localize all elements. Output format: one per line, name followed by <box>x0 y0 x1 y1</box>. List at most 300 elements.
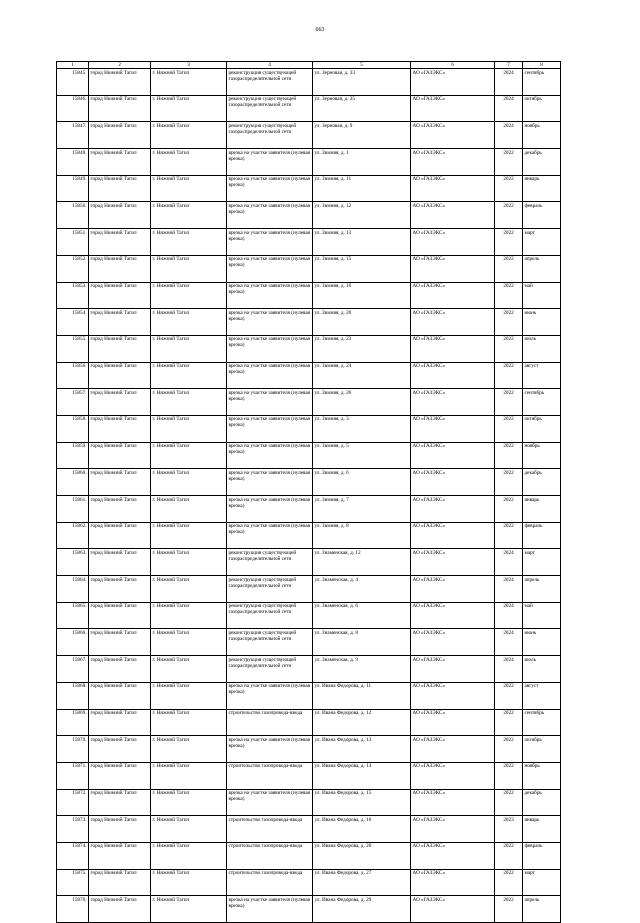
organization-cell: АО «ГАЗЭКС» <box>411 202 495 229</box>
row-number-cell: 15871. <box>57 762 89 789</box>
year-cell: 2022 <box>495 762 523 789</box>
address-cell: ул. Зимняя, д. 23 <box>313 335 411 362</box>
row-number-cell: 15873. <box>57 816 89 843</box>
municipality-cell: город Нижний Тагил <box>89 816 151 843</box>
work-type-cell: реконструкция существующей газораспределительной сети <box>227 629 313 656</box>
row-number-cell: 15859. <box>57 442 89 469</box>
year-cell: 2024 <box>495 122 523 149</box>
month-cell: октябрь <box>523 415 561 442</box>
row-number-cell: 15862. <box>57 522 89 549</box>
year-cell: 2024 <box>495 629 523 656</box>
work-type-cell: реконструкция существующей газораспределительной сети <box>227 549 313 576</box>
year-cell: 2022 <box>495 149 523 176</box>
municipality-cell: город Нижний Тагил <box>89 122 151 149</box>
municipality-cell: город Нижний Тагил <box>89 95 151 122</box>
month-cell: январь <box>523 175 561 202</box>
table-row <box>57 576 561 603</box>
year-cell: 2022 <box>495 522 523 549</box>
address-cell: ул. Знаменская, д. 8 <box>313 629 411 656</box>
settlement-cell: г. Нижний Тагил <box>151 255 227 282</box>
organization-cell: АО «ГАЗЭКС» <box>411 602 495 629</box>
year-cell: 2022 <box>495 309 523 336</box>
settlement-cell: г. Нижний Тагил <box>151 229 227 256</box>
month-cell: август <box>523 682 561 709</box>
column-header: 5 <box>313 62 411 69</box>
municipality-cell: город Нижний Тагил <box>89 896 151 923</box>
month-cell: сентябрь <box>523 389 561 416</box>
row-number-cell: 15855. <box>57 335 89 362</box>
settlement-cell: г. Нижний Тагил <box>151 762 227 789</box>
organization-cell: АО «ГАЗЭКС» <box>411 682 495 709</box>
work-type-cell: врезка на участке заявителя (нулевая врезка) <box>227 896 313 923</box>
address-cell: ул. Зерновая, д. 9 <box>313 122 411 149</box>
address-cell: ул. Зимняя, д. 20 <box>313 309 411 336</box>
work-type-cell: врезка на участке заявителя (нулевая врезка) <box>227 309 313 336</box>
address-cell: ул. Зимняя, д. 13 <box>313 229 411 256</box>
work-type-cell: врезка на участке заявителя (нулевая врезка) <box>227 469 313 496</box>
municipality-cell: город Нижний Тагил <box>89 69 151 96</box>
month-cell: февраль <box>523 522 561 549</box>
table-row <box>57 282 561 309</box>
work-type-cell: строительство газопровода-ввода <box>227 869 313 896</box>
work-type-cell: врезка на участке заявителя (нулевая врезка) <box>227 789 313 816</box>
year-cell: 2022 <box>495 389 523 416</box>
address-cell: ул. Зимняя, д. 15 <box>313 255 411 282</box>
municipality-cell: город Нижний Тагил <box>89 496 151 523</box>
month-cell: май <box>523 602 561 629</box>
column-header: 7 <box>495 62 523 69</box>
year-cell: 2022 <box>495 255 523 282</box>
row-number-cell: 15875. <box>57 869 89 896</box>
table-row <box>57 869 561 896</box>
table-row <box>57 95 561 122</box>
row-number-cell: 15846. <box>57 95 89 122</box>
organization-cell: АО «ГАЗЭКС» <box>411 389 495 416</box>
organization-cell: АО «ГАЗЭКС» <box>411 869 495 896</box>
table-row <box>57 442 561 469</box>
organization-cell: АО «ГАЗЭКС» <box>411 95 495 122</box>
work-type-cell: строительство газопровода-ввода <box>227 762 313 789</box>
row-number-cell: 15866. <box>57 629 89 656</box>
month-cell: ноябрь <box>523 762 561 789</box>
work-type-cell: врезка на участке заявителя (нулевая врезка) <box>227 175 313 202</box>
month-cell: октябрь <box>523 95 561 122</box>
gasification-schedule-table <box>56 61 561 923</box>
table-row <box>57 469 561 496</box>
municipality-cell: город Нижний Тагил <box>89 442 151 469</box>
address-cell: ул. Знаменская, д. 4 <box>313 576 411 603</box>
settlement-cell: г. Нижний Тагил <box>151 869 227 896</box>
settlement-cell: г. Нижний Тагил <box>151 362 227 389</box>
table-row <box>57 202 561 229</box>
row-number-cell: 15870. <box>57 736 89 763</box>
month-cell: март <box>523 229 561 256</box>
organization-cell: АО «ГАЗЭКС» <box>411 335 495 362</box>
row-number-cell: 15863. <box>57 549 89 576</box>
month-cell: февраль <box>523 202 561 229</box>
month-cell: сентябрь <box>523 69 561 96</box>
year-cell: 2022 <box>495 496 523 523</box>
year-cell: 2023 <box>495 816 523 843</box>
municipality-cell: город Нижний Тагил <box>89 202 151 229</box>
organization-cell: АО «ГАЗЭКС» <box>411 255 495 282</box>
settlement-cell: г. Нижний Тагил <box>151 656 227 683</box>
work-type-cell: врезка на участке заявителя (нулевая врезка) <box>227 202 313 229</box>
settlement-cell: г. Нижний Тагил <box>151 282 227 309</box>
municipality-cell: город Нижний Тагил <box>89 309 151 336</box>
organization-cell: АО «ГАЗЭКС» <box>411 309 495 336</box>
settlement-cell: г. Нижний Тагил <box>151 576 227 603</box>
month-cell: август <box>523 362 561 389</box>
table-row <box>57 69 561 96</box>
municipality-cell: город Нижний Тагил <box>89 229 151 256</box>
organization-cell: АО «ГАЗЭКС» <box>411 496 495 523</box>
row-number-cell: 15849. <box>57 175 89 202</box>
table-row <box>57 335 561 362</box>
row-number-cell: 15852. <box>57 255 89 282</box>
month-cell: ноябрь <box>523 442 561 469</box>
settlement-cell: г. Нижний Тагил <box>151 335 227 362</box>
work-type-cell: врезка на участке заявителя (нулевая врезка) <box>227 255 313 282</box>
table-row <box>57 255 561 282</box>
settlement-cell: г. Нижний Тагил <box>151 682 227 709</box>
address-cell: ул. Знаменская, д. 6 <box>313 602 411 629</box>
month-cell: март <box>523 549 561 576</box>
settlement-cell: г. Нижний Тагил <box>151 69 227 96</box>
year-cell: 2022 <box>495 442 523 469</box>
work-type-cell: реконструкция существующей газораспределительной сети <box>227 95 313 122</box>
municipality-cell: город Нижний Тагил <box>89 762 151 789</box>
table-row <box>57 122 561 149</box>
row-number-cell: 15857. <box>57 389 89 416</box>
municipality-cell: город Нижний Тагил <box>89 842 151 869</box>
organization-cell: АО «ГАЗЭКС» <box>411 549 495 576</box>
settlement-cell: г. Нижний Тагил <box>151 522 227 549</box>
address-cell: ул. Зимняя, д. 16 <box>313 282 411 309</box>
year-cell: 2022 <box>495 682 523 709</box>
table-row <box>57 682 561 709</box>
address-cell: ул. Зимняя, д. 7 <box>313 496 411 523</box>
settlement-cell: г. Нижний Тагил <box>151 602 227 629</box>
work-type-cell: строительство газопровода-ввода <box>227 816 313 843</box>
column-header: 2 <box>89 62 151 69</box>
municipality-cell: город Нижний Тагил <box>89 175 151 202</box>
year-cell: 2022 <box>495 362 523 389</box>
municipality-cell: город Нижний Тагил <box>89 389 151 416</box>
table-row <box>57 229 561 256</box>
month-cell: февраль <box>523 842 561 869</box>
table-row <box>57 736 561 763</box>
municipality-cell: город Нижний Тагил <box>89 149 151 176</box>
work-type-cell: врезка на участке заявителя (нулевая врезка) <box>227 442 313 469</box>
column-header: 1 <box>57 62 89 69</box>
organization-cell: АО «ГАЗЭКС» <box>411 842 495 869</box>
settlement-cell: г. Нижний Тагил <box>151 442 227 469</box>
year-cell: 2022 <box>495 469 523 496</box>
municipality-cell: город Нижний Тагил <box>89 255 151 282</box>
month-cell: май <box>523 282 561 309</box>
year-cell: 2024 <box>495 549 523 576</box>
month-cell: декабрь <box>523 149 561 176</box>
work-type-cell: врезка на участке заявителя (нулевая врезка) <box>227 496 313 523</box>
organization-cell: АО «ГАЗЭКС» <box>411 175 495 202</box>
settlement-cell: г. Нижний Тагил <box>151 629 227 656</box>
year-cell: 2022 <box>495 709 523 736</box>
organization-cell: АО «ГАЗЭКС» <box>411 282 495 309</box>
table-row <box>57 415 561 442</box>
row-number-cell: 15864. <box>57 576 89 603</box>
row-number-cell: 15845. <box>57 69 89 96</box>
address-cell: ул. Ивана Федорова, д. 12 <box>313 709 411 736</box>
work-type-cell: строительство газопровода-ввода <box>227 709 313 736</box>
organization-cell: АО «ГАЗЭКС» <box>411 736 495 763</box>
year-cell: 2022 <box>495 896 523 923</box>
organization-cell: АО «ГАЗЭКС» <box>411 629 495 656</box>
settlement-cell: г. Нижний Тагил <box>151 549 227 576</box>
organization-cell: АО «ГАЗЭКС» <box>411 576 495 603</box>
work-type-cell: реконструкция существующей газораспределительной сети <box>227 656 313 683</box>
table-row <box>57 309 561 336</box>
municipality-cell: город Нижний Тагил <box>89 869 151 896</box>
address-cell: ул. Зимняя, д. 11 <box>313 175 411 202</box>
address-cell: ул. Зерновая, д. 33 <box>313 69 411 96</box>
row-number-cell: 15874. <box>57 842 89 869</box>
column-header: 3 <box>151 62 227 69</box>
year-cell: 2022 <box>495 282 523 309</box>
municipality-cell: город Нижний Тагил <box>89 469 151 496</box>
work-type-cell: врезка на участке заявителя (нулевая врезка) <box>227 389 313 416</box>
table-row <box>57 149 561 176</box>
organization-cell: АО «ГАЗЭКС» <box>411 709 495 736</box>
table-row <box>57 602 561 629</box>
row-number-cell: 15848. <box>57 149 89 176</box>
municipality-cell: город Нижний Тагил <box>89 415 151 442</box>
row-number-cell: 15867. <box>57 656 89 683</box>
organization-cell: АО «ГАЗЭКС» <box>411 896 495 923</box>
month-cell: сентябрь <box>523 709 561 736</box>
municipality-cell: город Нижний Тагил <box>89 335 151 362</box>
settlement-cell: г. Нижний Тагил <box>151 149 227 176</box>
year-cell: 2022 <box>495 789 523 816</box>
settlement-cell: г. Нижний Тагил <box>151 95 227 122</box>
address-cell: ул. Ивана Федорова, д. 29 <box>313 896 411 923</box>
month-cell: декабрь <box>523 789 561 816</box>
work-type-cell: врезка на участке заявителя (нулевая врезка) <box>227 736 313 763</box>
year-cell: 2022 <box>495 335 523 362</box>
year-cell: 2022 <box>495 175 523 202</box>
row-number-cell: 15868. <box>57 682 89 709</box>
organization-cell: АО «ГАЗЭКС» <box>411 469 495 496</box>
work-type-cell: врезка на участке заявителя (нулевая врезка) <box>227 682 313 709</box>
month-cell: ноябрь <box>523 122 561 149</box>
year-cell: 2024 <box>495 602 523 629</box>
address-cell: ул. Ивана Федорова, д. 14 <box>313 762 411 789</box>
address-cell: ул. Зимняя, д. 12 <box>313 202 411 229</box>
settlement-cell: г. Нижний Тагил <box>151 309 227 336</box>
month-cell: декабрь <box>523 469 561 496</box>
year-cell: 2024 <box>495 69 523 96</box>
organization-cell: АО «ГАЗЭКС» <box>411 656 495 683</box>
work-type-cell: реконструкция существующей газораспределительной сети <box>227 602 313 629</box>
table-row <box>57 496 561 523</box>
municipality-cell: город Нижний Тагил <box>89 656 151 683</box>
work-type-cell: врезка на участке заявителя (нулевая врезка) <box>227 362 313 389</box>
row-number-cell: 15853. <box>57 282 89 309</box>
address-cell: ул. Зимняя, д. 24 <box>313 362 411 389</box>
month-cell: апрель <box>523 576 561 603</box>
year-cell: 2022 <box>495 736 523 763</box>
organization-cell: АО «ГАЗЭКС» <box>411 149 495 176</box>
organization-cell: АО «ГАЗЭКС» <box>411 122 495 149</box>
organization-cell: АО «ГАЗЭКС» <box>411 762 495 789</box>
organization-cell: АО «ГАЗЭКС» <box>411 789 495 816</box>
year-cell: 2022 <box>495 229 523 256</box>
settlement-cell: г. Нижний Тагил <box>151 896 227 923</box>
month-cell: апрель <box>523 255 561 282</box>
row-number-cell: 15860. <box>57 469 89 496</box>
table-row <box>57 522 561 549</box>
settlement-cell: г. Нижний Тагил <box>151 469 227 496</box>
address-cell: ул. Знаменская, д. 12 <box>313 549 411 576</box>
organization-cell: АО «ГАЗЭКС» <box>411 362 495 389</box>
row-number-cell: 15876. <box>57 896 89 923</box>
column-header: 4 <box>227 62 313 69</box>
row-number-cell: 15865. <box>57 602 89 629</box>
address-cell: ул. Знаменская, д. 9 <box>313 656 411 683</box>
address-cell: ул. Ивана Федорова, д. 16 <box>313 816 411 843</box>
year-cell: 2022 <box>495 415 523 442</box>
month-cell: январь <box>523 816 561 843</box>
table-row <box>57 762 561 789</box>
table-row <box>57 709 561 736</box>
address-cell: ул. Зимняя, д. 3 <box>313 415 411 442</box>
settlement-cell: г. Нижний Тагил <box>151 736 227 763</box>
municipality-cell: город Нижний Тагил <box>89 362 151 389</box>
address-cell: ул. Ивана Федорова, д. 20 <box>313 842 411 869</box>
work-type-cell: врезка на участке заявителя (нулевая врезка) <box>227 229 313 256</box>
address-cell: ул. Зимняя, д. 6 <box>313 469 411 496</box>
table-header-row <box>57 62 561 69</box>
row-number-cell: 15858. <box>57 415 89 442</box>
month-cell: июнь <box>523 629 561 656</box>
month-cell: июнь <box>523 309 561 336</box>
column-header: 6 <box>411 62 495 69</box>
table-row <box>57 656 561 683</box>
row-number-cell: 15850. <box>57 202 89 229</box>
table-row <box>57 816 561 843</box>
table-row <box>57 896 561 923</box>
month-cell: июль <box>523 335 561 362</box>
table-row <box>57 175 561 202</box>
address-cell: ул. Ивана Федорова, д. 27 <box>313 869 411 896</box>
work-type-cell: строительство газопровода-ввода <box>227 842 313 869</box>
page-number: 663 <box>315 27 325 33</box>
municipality-cell: город Нижний Тагил <box>89 602 151 629</box>
municipality-cell: город Нижний Тагил <box>89 576 151 603</box>
settlement-cell: г. Нижний Тагил <box>151 389 227 416</box>
municipality-cell: город Нижний Тагил <box>89 736 151 763</box>
year-cell: 2022 <box>495 842 523 869</box>
row-number-cell: 15851. <box>57 229 89 256</box>
row-number-cell: 15847. <box>57 122 89 149</box>
address-cell: ул. Зимняя, д. 5 <box>313 442 411 469</box>
work-type-cell: врезка на участке заявителя (нулевая врезка) <box>227 522 313 549</box>
table-row <box>57 549 561 576</box>
table-row <box>57 389 561 416</box>
work-type-cell: реконструкция существующей газораспределительной сети <box>227 69 313 96</box>
month-cell: апрель <box>523 896 561 923</box>
month-cell: июль <box>523 656 561 683</box>
settlement-cell: г. Нижний Тагил <box>151 816 227 843</box>
work-type-cell: реконструкция существующей газораспределительной сети <box>227 576 313 603</box>
month-cell: октябрь <box>523 736 561 763</box>
year-cell: 2024 <box>495 656 523 683</box>
table-body <box>57 69 561 923</box>
organization-cell: АО «ГАЗЭКС» <box>411 69 495 96</box>
year-cell: 2024 <box>495 95 523 122</box>
row-number-cell: 15861. <box>57 496 89 523</box>
municipality-cell: город Нижний Тагил <box>89 282 151 309</box>
organization-cell: АО «ГАЗЭКС» <box>411 442 495 469</box>
municipality-cell: город Нижний Тагил <box>89 789 151 816</box>
organization-cell: АО «ГАЗЭКС» <box>411 229 495 256</box>
municipality-cell: город Нижний Тагил <box>89 522 151 549</box>
table-row <box>57 842 561 869</box>
organization-cell: АО «ГАЗЭКС» <box>411 415 495 442</box>
settlement-cell: г. Нижний Тагил <box>151 202 227 229</box>
row-number-cell: 15856. <box>57 362 89 389</box>
work-type-cell: врезка на участке заявителя (нулевая врезка) <box>227 149 313 176</box>
address-cell: ул. Ивана Федорова, д. 15 <box>313 789 411 816</box>
address-cell: ул. Зимняя, д. 26 <box>313 389 411 416</box>
settlement-cell: г. Нижний Тагил <box>151 709 227 736</box>
month-cell: март <box>523 869 561 896</box>
table-row <box>57 362 561 389</box>
address-cell: ул. Зерновая, д. 35 <box>313 95 411 122</box>
settlement-cell: г. Нижний Тагил <box>151 122 227 149</box>
table-row <box>57 629 561 656</box>
work-type-cell: врезка на участке заявителя (нулевая врезка) <box>227 282 313 309</box>
organization-cell: АО «ГАЗЭКС» <box>411 816 495 843</box>
row-number-cell: 15872. <box>57 789 89 816</box>
address-cell: ул. Ивана Федорова, д. 11 <box>313 682 411 709</box>
address-cell: ул. Зимняя, д. 1 <box>313 149 411 176</box>
year-cell: 2022 <box>495 869 523 896</box>
municipality-cell: город Нижний Тагил <box>89 629 151 656</box>
row-number-cell: 15854. <box>57 309 89 336</box>
organization-cell: АО «ГАЗЭКС» <box>411 522 495 549</box>
municipality-cell: город Нижний Тагил <box>89 549 151 576</box>
settlement-cell: г. Нижний Тагил <box>151 175 227 202</box>
settlement-cell: г. Нижний Тагил <box>151 789 227 816</box>
work-type-cell: врезка на участке заявителя (нулевая врезка) <box>227 335 313 362</box>
settlement-cell: г. Нижний Тагил <box>151 415 227 442</box>
row-number-cell: 15869. <box>57 709 89 736</box>
address-cell: ул. Ивана Федорова, д. 13 <box>313 736 411 763</box>
work-type-cell: реконструкция существующей газораспределительной сети <box>227 122 313 149</box>
year-cell: 2024 <box>495 576 523 603</box>
municipality-cell: город Нижний Тагил <box>89 709 151 736</box>
work-type-cell: врезка на участке заявителя (нулевая врезка) <box>227 415 313 442</box>
settlement-cell: г. Нижний Тагил <box>151 496 227 523</box>
month-cell: январь <box>523 496 561 523</box>
table-row <box>57 789 561 816</box>
settlement-cell: г. Нижний Тагил <box>151 842 227 869</box>
year-cell: 2022 <box>495 202 523 229</box>
address-cell: ул. Зимняя, д. 8 <box>313 522 411 549</box>
column-header: 8 <box>523 62 561 69</box>
municipality-cell: город Нижний Тагил <box>89 682 151 709</box>
